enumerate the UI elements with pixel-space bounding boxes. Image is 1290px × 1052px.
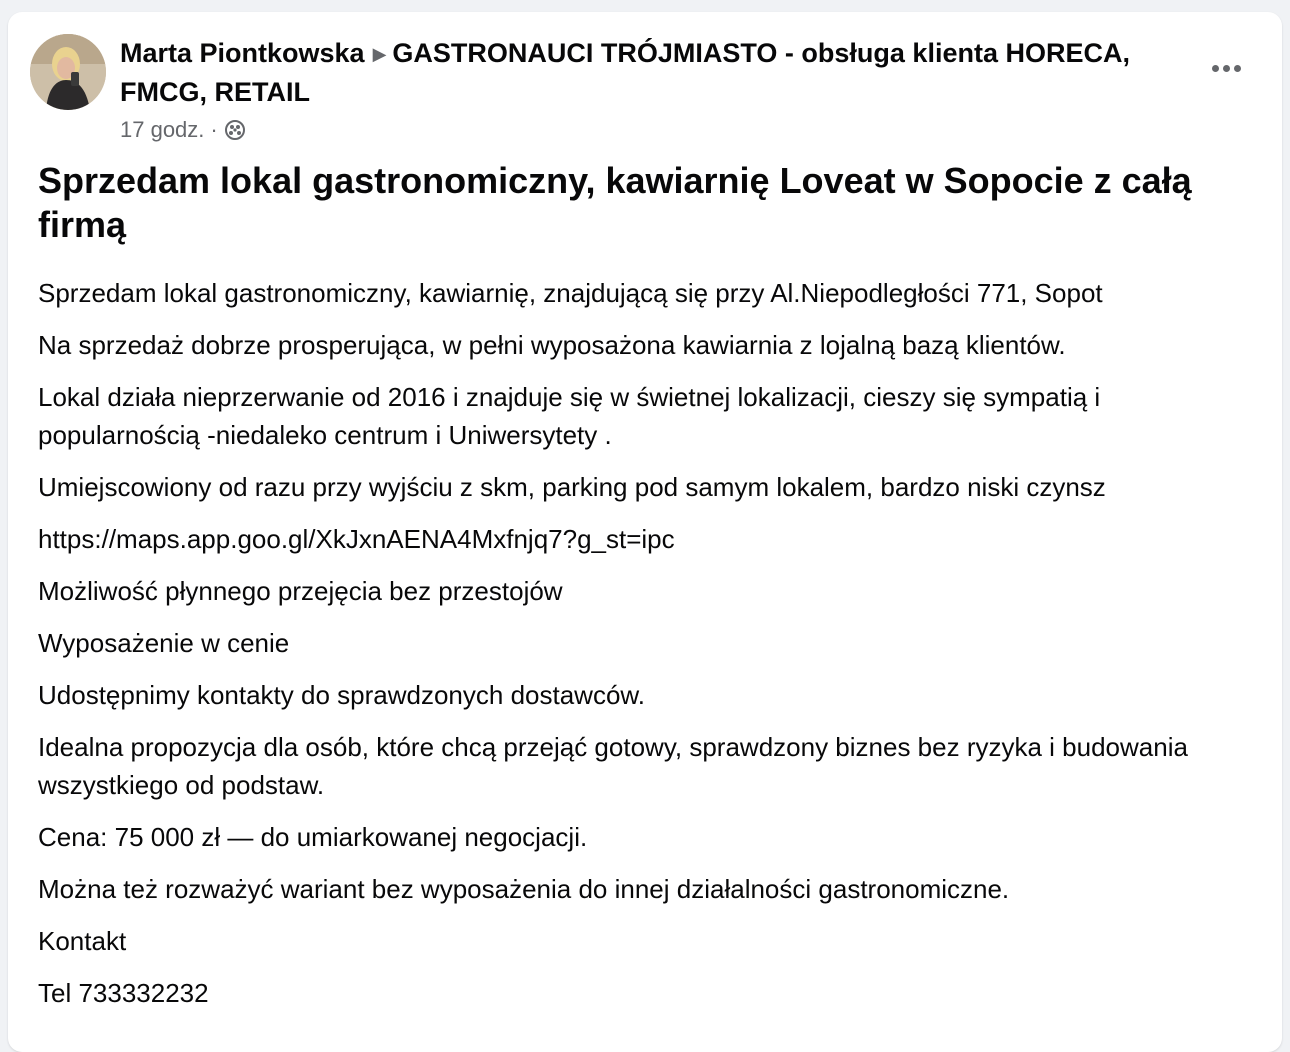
post-paragraph: Lokal działa nieprzerwanie od 2016 i znajduje się w świetnej lokalizacji, cieszy się sympatią i popularnością -niedaleko centrum i Uniwersytety . — [38, 382, 1101, 450]
post-paragraph: Cena: 75 000 zł — do umiarkowanej negocjacji. — [38, 822, 588, 852]
post-paragraph: Tel 733332232 — [38, 978, 209, 1008]
post-body — [38, 274, 1238, 1026]
post-paragraph: Wyposażenie w cenie — [38, 628, 290, 658]
post-paragraph: Na sprzedaż dobrze prosperująca, w pełni wyposażona kawiarnia z lojalną bazą klientów. — [38, 330, 1066, 360]
post-card — [8, 12, 1282, 1052]
post-meta — [120, 113, 1130, 147]
post-title: Sprzedam lokal gastronomiczny, kawiarnię Loveat w Sopocie z całą firmą — [38, 160, 1192, 245]
avatar-photo — [30, 34, 106, 110]
post-paragraph: Można też rozważyć wariant bez wyposażenia do innej działalności gastronomiczne. — [38, 874, 1010, 904]
more-options-icon[interactable] — [1206, 52, 1246, 84]
more-dot — [1234, 65, 1241, 72]
post-paragraph: Możliwość płynnego przejęcia bez przestojów — [38, 576, 563, 606]
author-name[interactable]: Marta Piontkowska — [120, 38, 365, 68]
avatar[interactable] — [30, 34, 106, 110]
post-paragraph: Udostępnimy kontakty do sprawdzonych dostawców. — [38, 680, 645, 710]
post-paragraph: Umiejscowiony od razu przy wyjściu z skm, parking pod samym lokalem, bardzo niski czynsz — [38, 472, 1106, 502]
post-header — [120, 34, 1130, 147]
more-dot — [1223, 65, 1230, 72]
post-header-title — [120, 34, 1130, 111]
triangle-right-icon: ▶ — [372, 44, 387, 64]
post-link[interactable]: https://maps.app.goo.gl/XkJxnAENA4Mxfnjq7?g_st=ipc — [38, 524, 675, 554]
post-paragraph: Idealna propozycja dla osób, które chcą przejąć gotowy, sprawdzony biznes bez ryzyka i budowania wszystkiego od podstaw. — [38, 732, 1188, 800]
post-paragraph: Kontakt — [38, 926, 127, 956]
group-name[interactable]: GASTRONAUCI TRÓJMIASTO - obsługa klienta HORECA, FMCG, RETAIL — [120, 38, 1130, 107]
globe-icon[interactable] — [224, 119, 246, 141]
more-dot — [1212, 65, 1219, 72]
post-timestamp[interactable]: 17 godz. — [120, 117, 205, 142]
meta-separator: · — [210, 117, 218, 142]
post-paragraph: Sprzedam lokal gastronomiczny, kawiarnię, znajdującą się przy Al.Niepodległości 771, Sopot — [38, 278, 1103, 308]
